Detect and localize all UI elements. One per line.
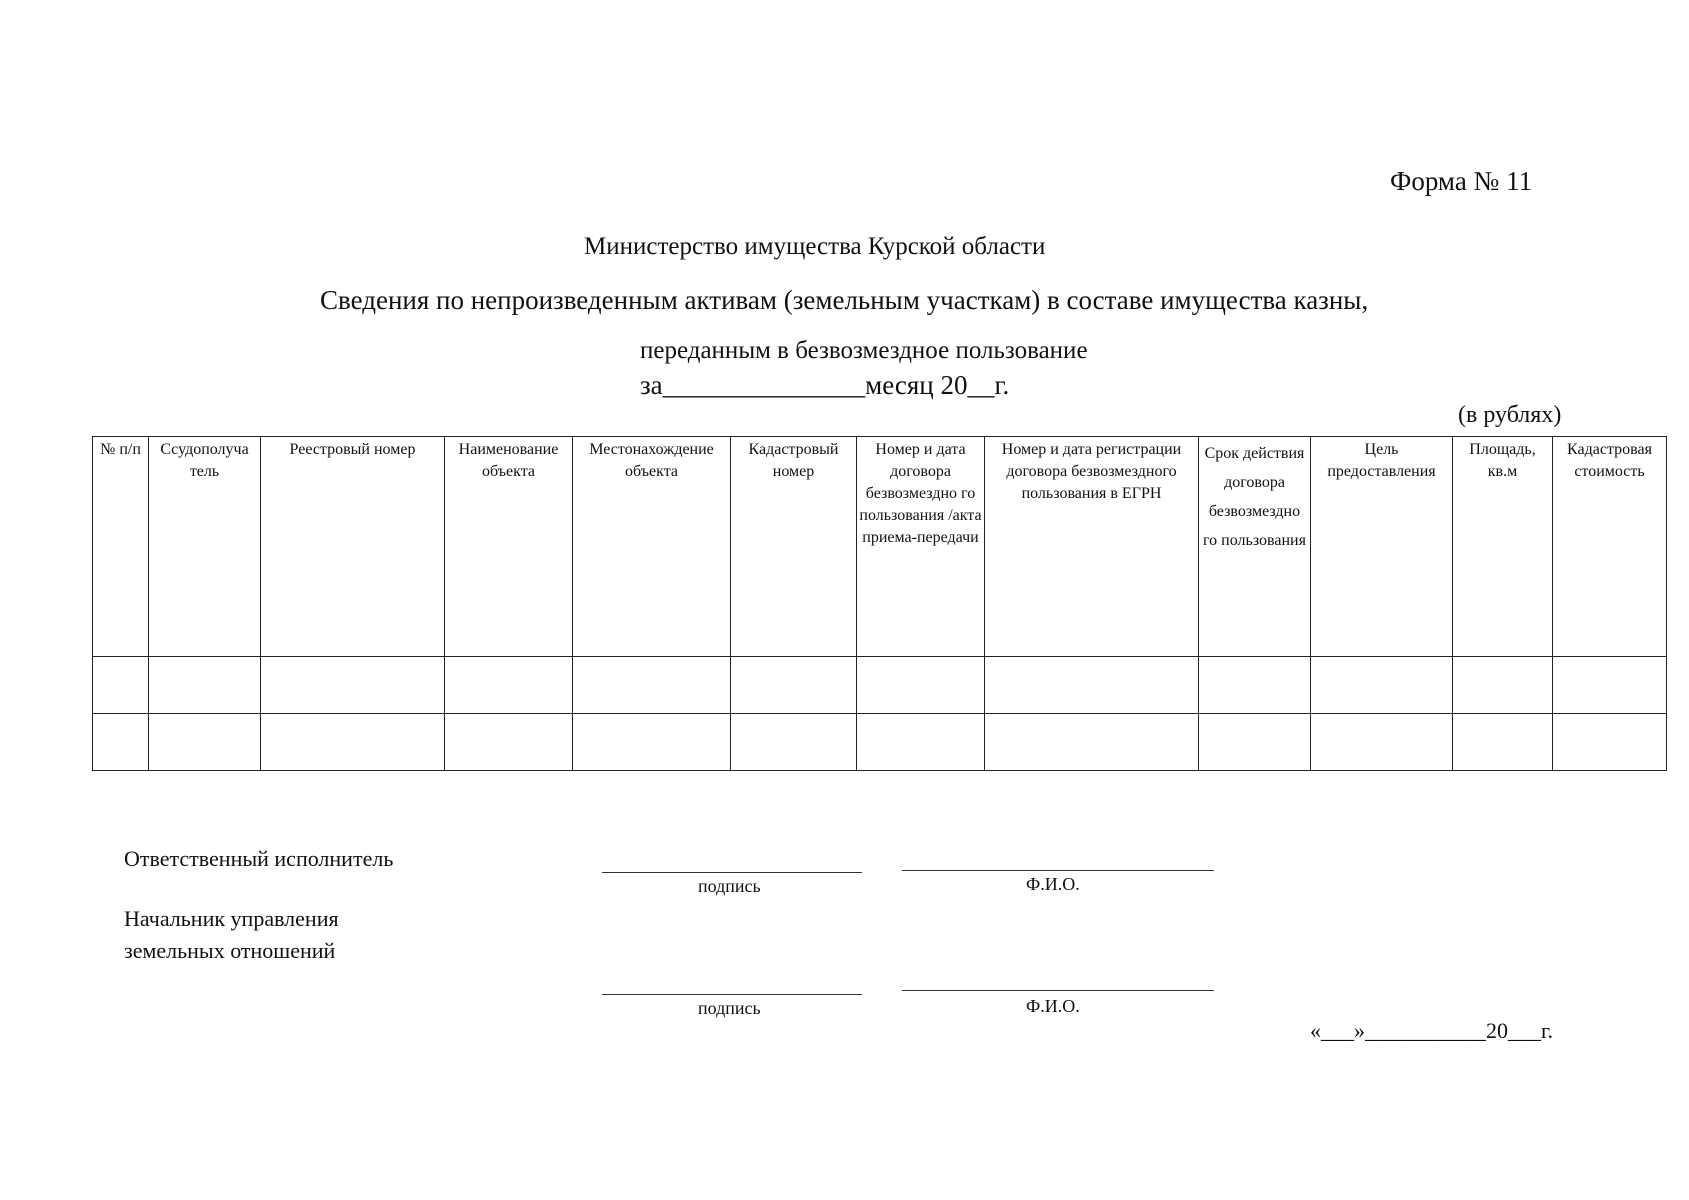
table-row [93,714,1667,771]
document-title-line1: Сведения по непроизведенным активам (земельным участкам) в составе имущества казны, [320,285,1369,315]
column-header-object-location: Местонахождение объекта [573,437,731,657]
head-label-line1: Начальник управления [124,906,339,931]
date-line: «___»___________20___г. [1310,1018,1554,1043]
table-cell[interactable] [985,657,1199,714]
table-cell[interactable] [1453,714,1553,771]
executor-label: Ответственный исполнитель [124,846,394,871]
table-cell[interactable] [731,714,857,771]
table-cell[interactable] [149,714,261,771]
table-cell[interactable] [985,714,1199,771]
table-cell[interactable] [1199,714,1311,771]
head-signature-line[interactable] [602,994,862,995]
report-table [92,436,1667,771]
column-header-cadastral-number: Кадастровый номер [731,437,857,657]
table-cell[interactable] [1553,657,1667,714]
ministry-name: Министерство имущества Курской области [584,233,1046,260]
head-label-line2: земельных отношений [124,938,336,963]
table-cell[interactable] [573,714,731,771]
executor-signature-caption: подпись [698,876,761,896]
currency-units-note: (в рублях) [1458,402,1562,428]
executor-signature-line[interactable] [602,872,862,873]
form-number: Форма № 11 [1390,166,1533,196]
table-cell[interactable] [573,657,731,714]
table-cell[interactable] [1553,714,1667,771]
table-cell[interactable] [857,657,985,714]
column-header-registration-egrn: Номер и дата регистрации договора безвозмездного пользования в ЕГРН [985,437,1199,657]
head-name-caption: Ф.И.О. [1026,996,1080,1016]
table-cell[interactable] [261,657,445,714]
table-cell[interactable] [93,714,149,771]
column-header-area: Площадь, кв.м [1453,437,1553,657]
column-header-number: № п/п [93,437,149,657]
column-header-cadastral-value: Кадастровая стоимость [1553,437,1667,657]
table-cell[interactable] [445,657,573,714]
column-header-borrower: Ссудополуча тель [149,437,261,657]
column-header-contract-number-date: Номер и дата договора безвозмездно го пользования /акта приема-передачи [857,437,985,657]
table-cell[interactable] [1311,714,1453,771]
table-cell[interactable] [1311,657,1453,714]
head-signature-caption: подпись [698,998,761,1018]
table-cell[interactable] [1453,657,1553,714]
table-header-row [93,437,1667,657]
executor-name-line[interactable] [902,870,1214,871]
table-cell[interactable] [93,657,149,714]
column-header-purpose: Цель предоставления [1311,437,1453,657]
table-cell[interactable] [1199,657,1311,714]
document-title-line2: переданным в безвозмездное пользование [640,337,1088,364]
column-header-registry-number: Реестровый номер [261,437,445,657]
reporting-period-line: за_______________месяц 20__г. [640,370,1010,400]
table-cell[interactable] [149,657,261,714]
table-cell[interactable] [731,657,857,714]
table-cell[interactable] [445,714,573,771]
column-header-contract-term: Срок действия договора безвозмездно го пользования [1199,437,1311,657]
executor-name-caption: Ф.И.О. [1026,874,1080,894]
table-cell[interactable] [261,714,445,771]
column-header-object-name: Наименование объекта [445,437,573,657]
head-name-line[interactable] [902,990,1214,991]
table-row [93,657,1667,714]
table-cell[interactable] [857,714,985,771]
